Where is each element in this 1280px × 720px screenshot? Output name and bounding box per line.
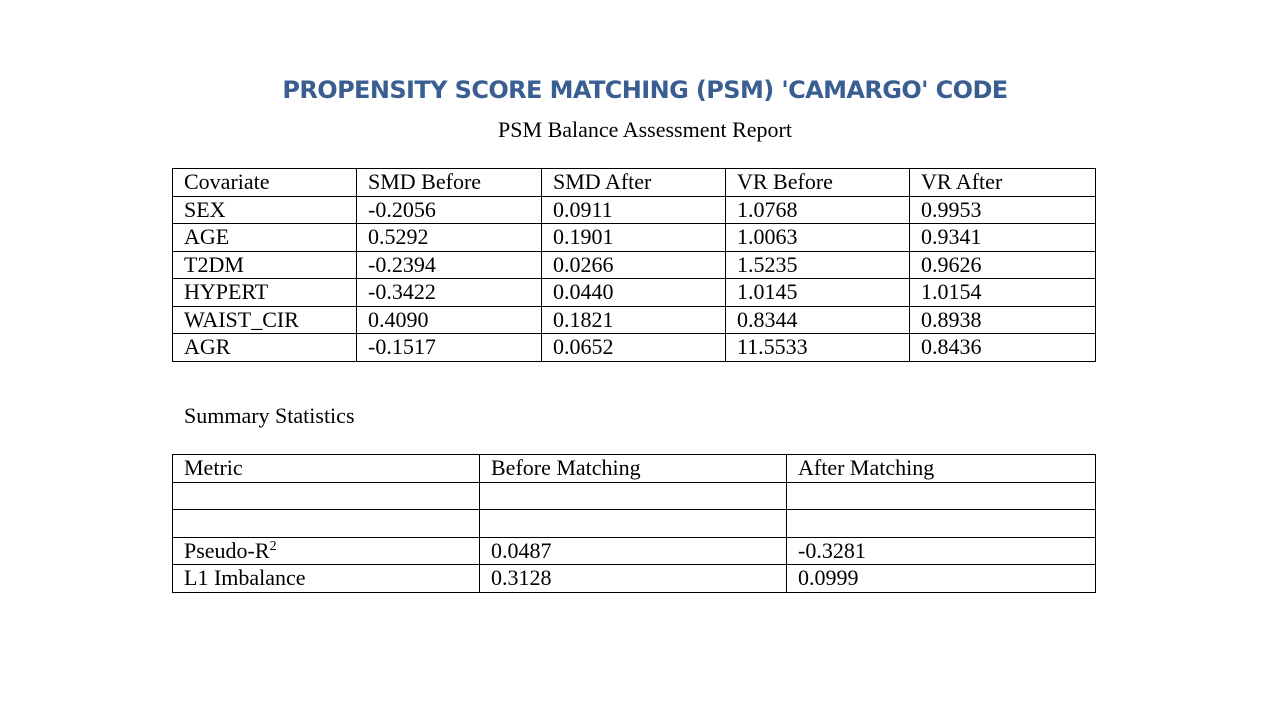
superscript: 2	[269, 538, 277, 554]
table-row	[173, 224, 1096, 252]
table-row	[173, 537, 1096, 565]
table-cell: 1.0154	[910, 279, 1096, 307]
summary-table	[172, 454, 1096, 593]
table-cell: 0.0487	[480, 537, 787, 565]
table-cell: 0.0266	[542, 251, 726, 279]
table-cell: -0.3281	[787, 537, 1096, 565]
table-row	[173, 510, 1096, 538]
table-cell: 0.8344	[726, 306, 910, 334]
table-cell: 0.9341	[910, 224, 1096, 252]
table-cell: 0.8436	[910, 334, 1096, 362]
table-cell	[787, 482, 1096, 510]
table-cell: 0.1821	[542, 306, 726, 334]
table-row	[173, 334, 1096, 362]
table-cell: SEX	[173, 196, 357, 224]
table-cell: T2DM	[173, 251, 357, 279]
page-title: PROPENSITY SCORE MATCHING (PSM) 'CAMARGO' CODE	[282, 76, 1008, 104]
table-header-row	[173, 455, 1096, 483]
table-cell: 0.8938	[910, 306, 1096, 334]
table-cell: -0.2056	[357, 196, 542, 224]
header-cell: SMD After	[542, 169, 726, 197]
table-cell: -0.1517	[357, 334, 542, 362]
table-cell: L1 Imbalance	[173, 565, 480, 593]
metric-label: Pseudo-R	[184, 537, 270, 563]
table-cell: 0.9953	[910, 196, 1096, 224]
table-row	[173, 482, 1096, 510]
table-cell	[173, 482, 480, 510]
table-cell: -0.2394	[357, 251, 542, 279]
table-row	[173, 251, 1096, 279]
table-cell: 0.4090	[357, 306, 542, 334]
header-cell: VR Before	[726, 169, 910, 197]
table-cell	[173, 510, 480, 538]
table-cell: AGE	[173, 224, 357, 252]
table-cell: 0.1901	[542, 224, 726, 252]
table-cell: HYPERT	[173, 279, 357, 307]
header-cell: SMD Before	[357, 169, 542, 197]
summary-statistics-heading: Summary Statistics	[184, 403, 355, 428]
table-cell: AGR	[173, 334, 357, 362]
table-cell	[480, 510, 787, 538]
table-row	[173, 306, 1096, 334]
table-cell: 0.5292	[357, 224, 542, 252]
table-cell: 0.0999	[787, 565, 1096, 593]
table-cell: -0.3422	[357, 279, 542, 307]
header-cell: After Matching	[787, 455, 1096, 483]
table-cell	[787, 510, 1096, 538]
table-cell: 11.5533	[726, 334, 910, 362]
header-cell: VR After	[910, 169, 1096, 197]
table-cell	[173, 537, 480, 565]
table-cell: WAIST_CIR	[173, 306, 357, 334]
table-cell: 0.0440	[542, 279, 726, 307]
table-cell: 0.9626	[910, 251, 1096, 279]
table-cell: 1.0768	[726, 196, 910, 224]
table-row	[173, 196, 1096, 224]
table-header-row	[173, 169, 1096, 197]
table-row	[173, 279, 1096, 307]
table-cell: 0.3128	[480, 565, 787, 593]
report-subtitle: PSM Balance Assessment Report	[498, 117, 792, 142]
table-cell	[480, 482, 787, 510]
balance-table	[172, 168, 1096, 362]
table-cell: 1.0063	[726, 224, 910, 252]
table-row	[173, 565, 1096, 593]
header-cell: Metric	[173, 455, 480, 483]
header-cell: Before Matching	[480, 455, 787, 483]
header-cell: Covariate	[173, 169, 357, 197]
table-cell: 0.0911	[542, 196, 726, 224]
table-cell: 1.5235	[726, 251, 910, 279]
table-cell: 0.0652	[542, 334, 726, 362]
table-cell: 1.0145	[726, 279, 910, 307]
